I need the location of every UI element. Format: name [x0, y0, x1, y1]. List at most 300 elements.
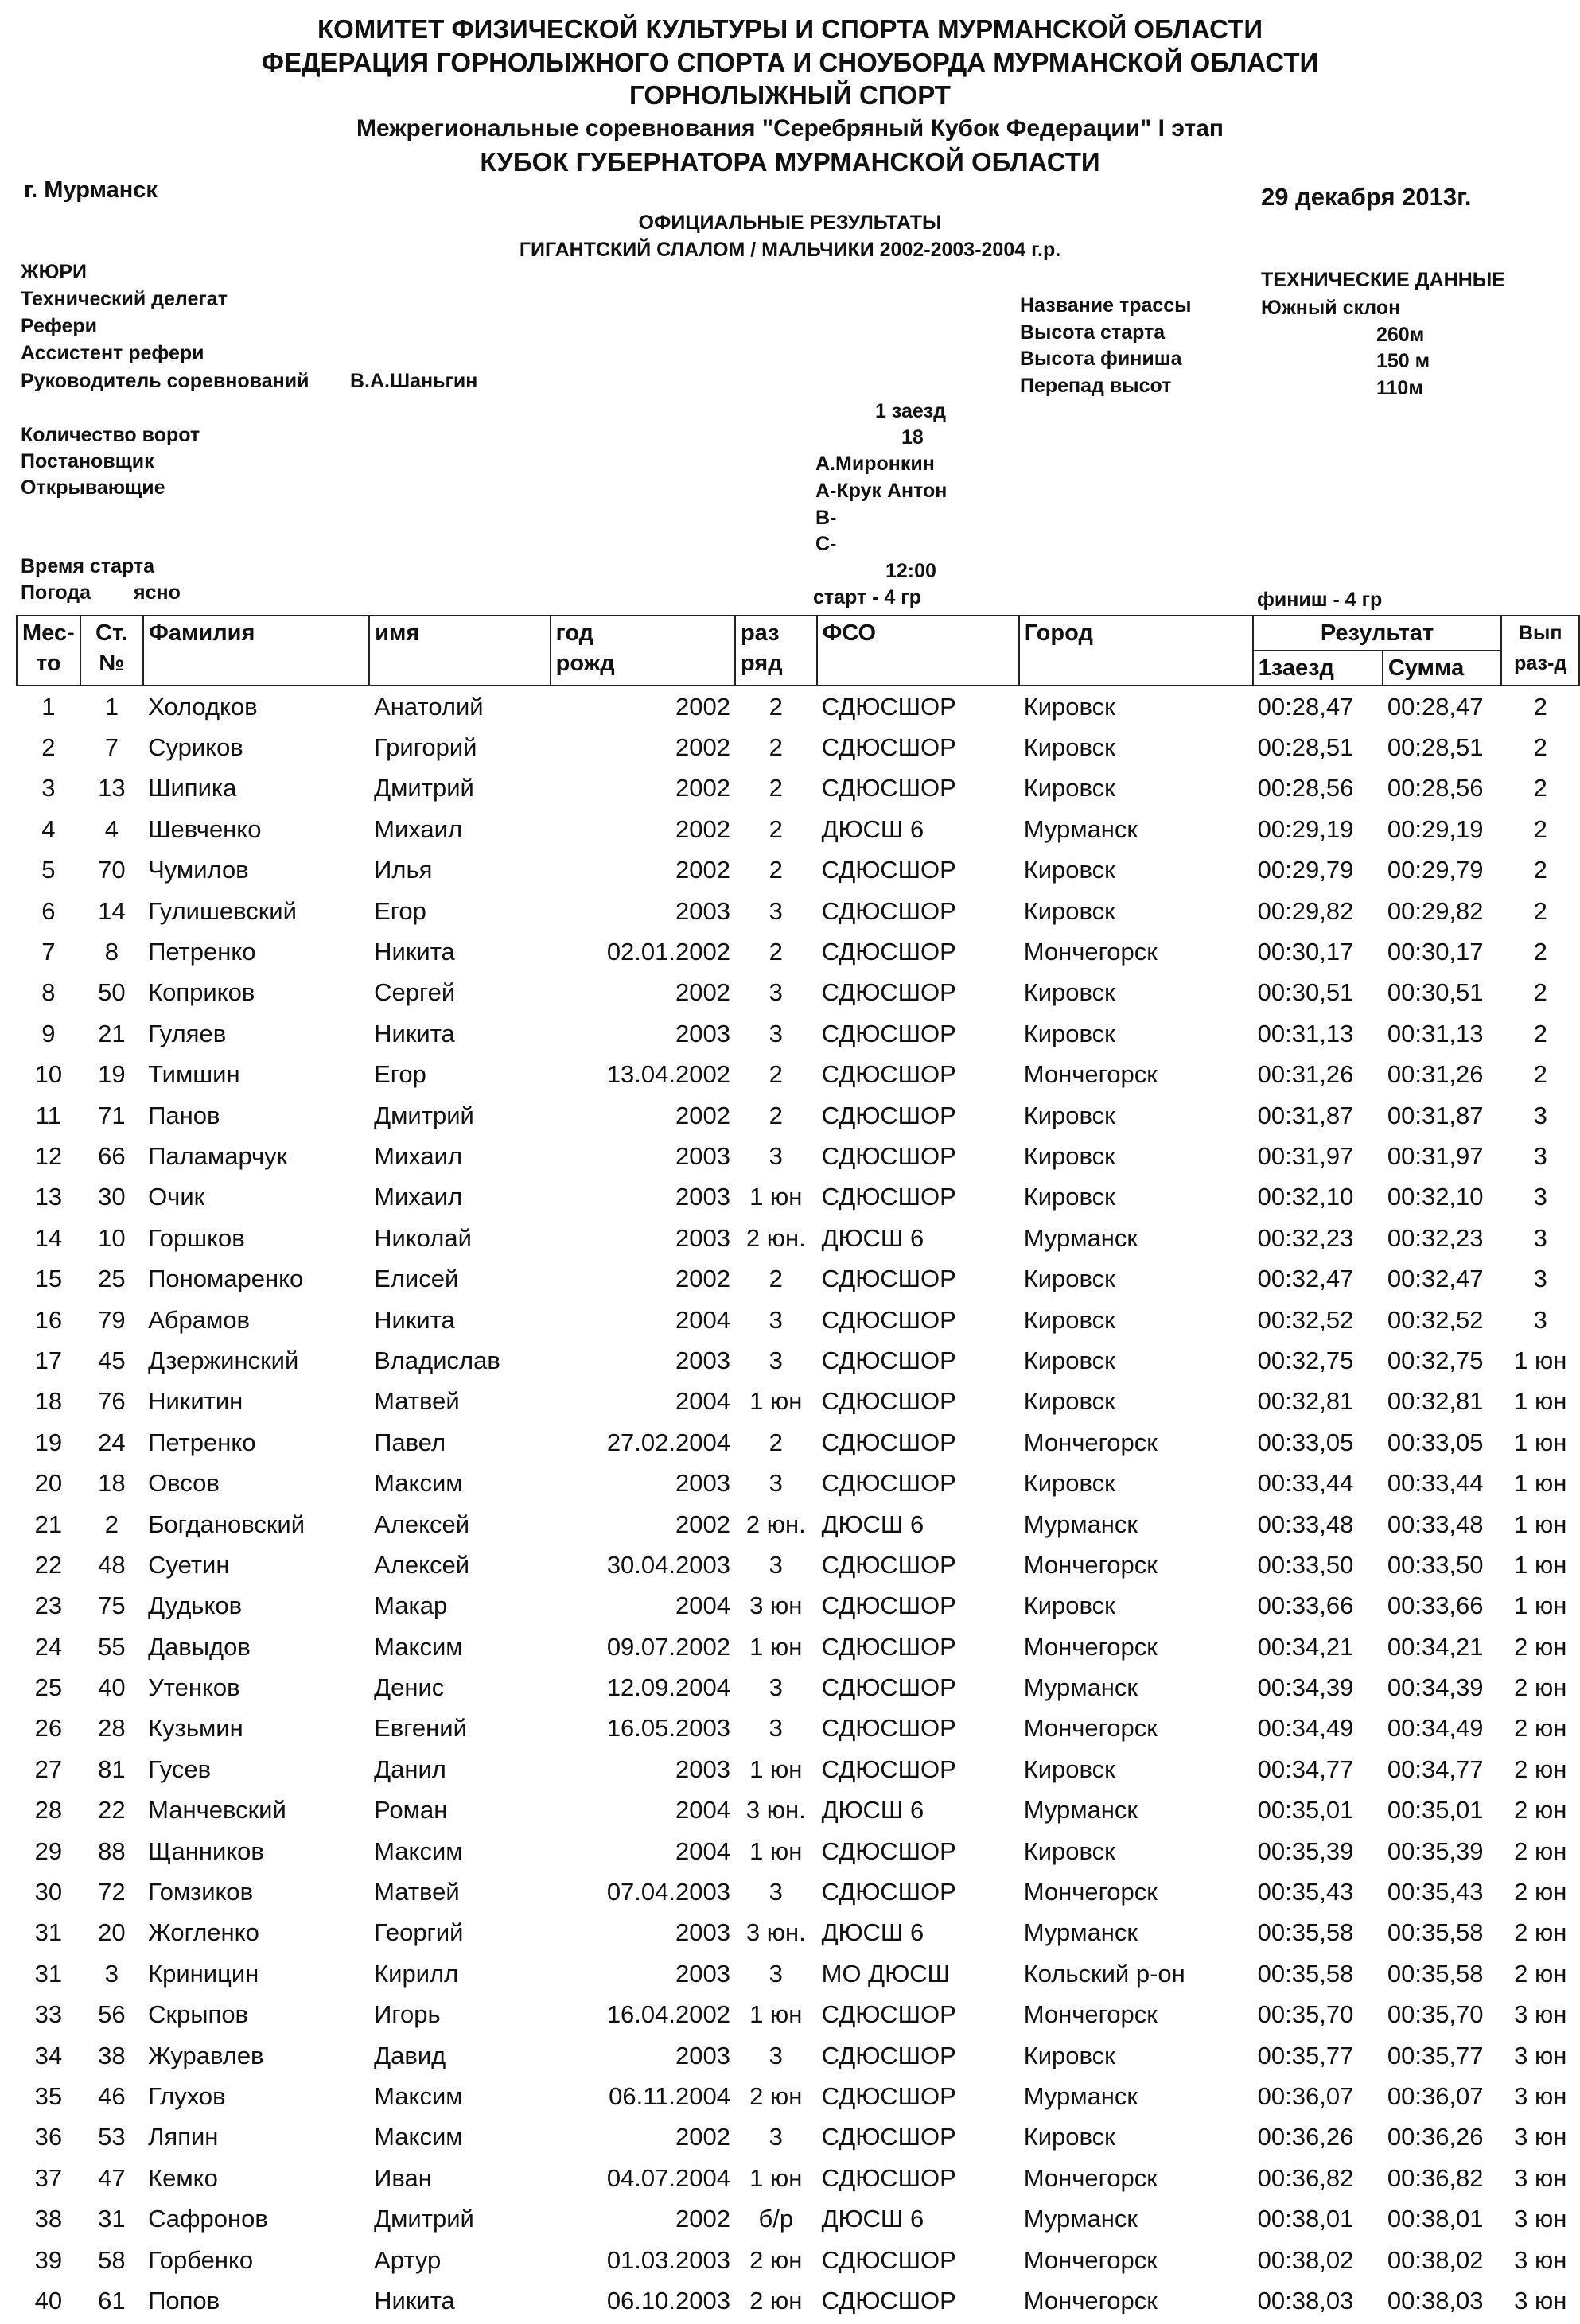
rank-cell: 3: [769, 1346, 783, 1374]
col-bib-header: Ст. №: [80, 616, 143, 686]
name-cell: Илья: [374, 856, 433, 884]
city-cell: Мончегорск: [1023, 2286, 1158, 2314]
city-cell: Кольский р-он: [1023, 1959, 1185, 1988]
run1-time-cell: 00:36,26: [1257, 2123, 1354, 2151]
sum-time-cell: 00:32,81: [1387, 1387, 1484, 1416]
fso-cell: СДЮСШОР: [821, 2123, 956, 2151]
birth-year-cell: 07.04.2003: [606, 1878, 730, 1906]
city-cell: Кировск: [1023, 1141, 1115, 1170]
forerunner-a: А-Крук Антон: [815, 480, 948, 502]
surname-cell: Давыдов: [148, 1632, 251, 1661]
birth-year-cell: 09.07.2002: [606, 1632, 730, 1661]
sum-time-cell: 00:33,44: [1387, 1469, 1484, 1498]
sum-time-cell: 00:34,49: [1387, 1714, 1484, 1743]
surname-cell: Ляпин: [148, 2123, 219, 2151]
birth-year-cell: 04.07.2004: [606, 2163, 730, 2192]
city-cell: Кировск: [1023, 1387, 1115, 1416]
name-cell: Максим: [374, 1469, 463, 1498]
table-row: [17, 768, 1579, 809]
place-cell: 10: [34, 1060, 63, 1089]
table-row: [17, 1095, 1579, 1136]
name-cell: Данил: [374, 1755, 446, 1783]
rank-cell: 3 юн: [749, 1591, 803, 1620]
surname-cell: Панов: [148, 1101, 220, 1129]
tech-start-label: Высота старта: [1020, 321, 1166, 344]
run1-time-cell: 00:32,23: [1257, 1223, 1354, 1252]
sum-time-cell: 00:35,43: [1387, 1878, 1484, 1906]
forerunner-b: В-: [815, 507, 837, 529]
sum-time-cell: 00:36,26: [1387, 2123, 1484, 2151]
rank-cell: 3: [769, 1305, 783, 1334]
city-cell: Кировск: [1023, 2041, 1115, 2069]
bib-cell: 46: [98, 2081, 126, 2110]
finish-temp: финиш - 4 гр: [1257, 589, 1383, 611]
weather-value: ясно: [134, 581, 181, 604]
bib-cell: 38: [98, 2041, 126, 2069]
category-done-cell: 2: [1533, 1060, 1547, 1089]
fso-cell: СДЮСШОР: [821, 1878, 956, 1906]
name-cell: Роман: [374, 1796, 448, 1825]
place-cell: 1: [41, 692, 56, 721]
surname-cell: Шипика: [148, 774, 237, 803]
birth-year-cell: 2004: [675, 1796, 730, 1825]
category-done-cell: 2: [1533, 938, 1547, 966]
city-cell: Кировск: [1023, 1469, 1115, 1498]
category-done-cell: 3: [1533, 1265, 1547, 1293]
place-cell: 34: [34, 2041, 63, 2069]
name-cell: Георгий: [374, 1918, 464, 1947]
rank-cell: 2: [769, 938, 783, 966]
birth-year-cell: 2003: [675, 1918, 730, 1947]
fso-cell: ДЮСШ 6: [821, 814, 924, 843]
sum-time-cell: 00:33,48: [1387, 1510, 1484, 1538]
place-cell: 8: [41, 978, 56, 1007]
rank-cell: 3: [769, 1141, 783, 1170]
rank-cell: 2: [769, 1060, 783, 1089]
name-cell: Игорь: [374, 2000, 441, 2029]
rank-cell: 1 юн: [749, 1836, 803, 1865]
bib-cell: 45: [98, 1346, 126, 1374]
surname-cell: Криницин: [148, 1959, 259, 1988]
bib-cell: 14: [98, 896, 126, 925]
category-done-cell: 2: [1533, 896, 1547, 925]
category-done-cell: 2 юн: [1514, 1796, 1567, 1825]
sum-time-cell: 00:31,13: [1387, 1019, 1484, 1047]
sum-time-cell: 00:35,39: [1387, 1836, 1484, 1865]
rank-cell: 3: [769, 2123, 783, 2151]
place-cell: 31: [34, 1959, 63, 1988]
birth-year-cell: 06.11.2004: [609, 2081, 730, 2110]
jury-referee-label: Рефери: [21, 315, 98, 337]
run1-time-cell: 00:33,48: [1257, 1510, 1354, 1538]
birth-year-cell: 01.03.2003: [606, 2245, 730, 2274]
bib-cell: 24: [98, 1428, 126, 1456]
birth-year-cell: 2002: [675, 2205, 730, 2233]
bib-cell: 18: [98, 1469, 126, 1498]
surname-cell: Никитин: [148, 1387, 243, 1416]
bib-cell: 88: [98, 1836, 126, 1865]
tech-drop-value: 110м: [1376, 377, 1423, 399]
city-cell: Мурманск: [1023, 2205, 1138, 2233]
weather-label: Погода: [21, 581, 91, 604]
place-cell: 38: [34, 2205, 63, 2233]
forerunners-label: Открывающие: [21, 476, 165, 499]
rank-cell: 3: [769, 1878, 783, 1906]
name-cell: Никита: [374, 1019, 455, 1047]
tech-drop-label: Перепад высот: [1020, 375, 1172, 397]
birth-year-cell: 2004: [675, 1836, 730, 1865]
table-row: [17, 1708, 1579, 1749]
category-done-cell: 1 юн: [1514, 1510, 1567, 1538]
run1-time-cell: 00:31,87: [1257, 1101, 1354, 1129]
table-row: [17, 1177, 1579, 1218]
rank-cell: 2 юн.: [745, 1223, 806, 1252]
place-cell: 37: [34, 2163, 63, 2192]
table-row: [17, 1749, 1579, 1790]
birth-year-cell: 2002: [675, 1101, 730, 1129]
rank-cell: 1 юн: [749, 1632, 803, 1661]
name-cell: Матвей: [374, 1878, 460, 1906]
bib-cell: 50: [98, 978, 126, 1007]
city-cell: Мончегорск: [1023, 2163, 1158, 2192]
table-row: [17, 1626, 1579, 1667]
run1-time-cell: 00:32,52: [1257, 1305, 1354, 1334]
surname-cell: Петренко: [148, 938, 256, 966]
name-cell: Максим: [374, 2081, 463, 2110]
fso-cell: СДЮСШОР: [821, 2081, 956, 2110]
birth-year-cell: 2003: [675, 1469, 730, 1498]
table-row: [17, 1995, 1579, 2035]
city-cell: Кировск: [1023, 733, 1115, 762]
name-cell: Никита: [374, 938, 455, 966]
run1-time-cell: 00:35,77: [1257, 2041, 1354, 2069]
name-cell: Егор: [374, 1060, 426, 1089]
table-row: [17, 1504, 1579, 1545]
surname-cell: Горшков: [148, 1223, 245, 1252]
rank-cell: 3: [769, 1469, 783, 1498]
bib-cell: 1: [104, 692, 119, 721]
rank-cell: б/р: [758, 2205, 794, 2233]
sum-time-cell: 00:30,51: [1387, 978, 1484, 1007]
fso-cell: СДЮСШОР: [821, 896, 956, 925]
run1-time-cell: 00:28,47: [1257, 692, 1354, 721]
place-cell: 36: [34, 2123, 63, 2151]
name-cell: Павел: [374, 1428, 446, 1456]
run1-time-cell: 00:34,77: [1257, 1755, 1354, 1783]
jury-title: ЖЮРИ: [21, 261, 88, 283]
col-rank-header: раз ряд: [735, 616, 817, 686]
category-done-cell: 2: [1533, 978, 1547, 1007]
sum-time-cell: 00:28,51: [1387, 733, 1484, 762]
table-row: [17, 1055, 1579, 1095]
sum-time-cell: 00:34,39: [1387, 1673, 1484, 1702]
place-cell: 13: [34, 1183, 63, 1211]
name-cell: Анатолий: [374, 692, 484, 721]
place-cell: 28: [34, 1796, 63, 1825]
table-row: [17, 1790, 1579, 1831]
run1-time-cell: 00:33,05: [1257, 1428, 1354, 1456]
category-done-cell: 3: [1533, 1183, 1547, 1211]
birth-year-cell: 2002: [675, 2123, 730, 2151]
city-cell: Кировск: [1023, 1101, 1115, 1129]
category-done-cell: 3: [1533, 1141, 1547, 1170]
city-cell: Кировск: [1023, 1591, 1115, 1620]
surname-cell: Скрыпов: [148, 2000, 249, 2029]
place-cell: 26: [34, 1714, 63, 1743]
surname-cell: Петренко: [148, 1428, 256, 1456]
name-cell: Давид: [374, 2041, 446, 2069]
city-cell: Кировск: [1023, 1755, 1115, 1783]
birth-year-cell: 2003: [675, 1223, 730, 1252]
sum-time-cell: 00:29,79: [1387, 856, 1484, 884]
table-row: [17, 1382, 1579, 1422]
fso-cell: СДЮСШОР: [821, 2245, 956, 2274]
rank-cell: 2: [769, 856, 783, 884]
bib-cell: 58: [98, 2245, 126, 2274]
fso-cell: СДЮСШОР: [821, 692, 956, 721]
place-cell: 39: [34, 2245, 63, 2274]
category-done-cell: 1 юн: [1514, 1591, 1567, 1620]
city-cell: Кировск: [1023, 896, 1115, 925]
header-line-1: КОМИТЕТ ФИЗИЧЕСКОЙ КУЛЬТУРЫ И СПОРТА МУРМАНСКОЙ ОБЛАСТИ: [317, 14, 1263, 44]
sum-time-cell: 00:34,21: [1387, 1632, 1484, 1661]
place-cell: 33: [34, 2000, 63, 2029]
fso-cell: ДЮСШ 6: [821, 1796, 924, 1825]
surname-cell: Манчевский: [148, 1796, 286, 1825]
rank-cell: 3: [769, 2041, 783, 2069]
place-cell: 21: [34, 1510, 63, 1538]
surname-cell: Паламарчук: [148, 1141, 288, 1170]
tech-start-value: 260м: [1376, 324, 1425, 346]
table-row: [17, 2158, 1579, 2198]
place-cell: 30: [34, 1878, 63, 1906]
fso-cell: СДЮСШОР: [821, 1591, 956, 1620]
setter-label: Постановщик: [21, 450, 154, 472]
bib-cell: 81: [98, 1755, 126, 1783]
birth-year-cell: 16.05.2003: [606, 1714, 730, 1743]
bib-cell: 10: [98, 1223, 126, 1252]
category-done-cell: 3 юн: [1514, 2286, 1567, 2314]
category-done-cell: 2: [1533, 692, 1547, 721]
run1-time-cell: 00:28,51: [1257, 733, 1354, 762]
fso-cell: СДЮСШОР: [821, 978, 956, 1007]
category-done-cell: 1 юн: [1514, 1428, 1567, 1456]
place-cell: 31: [34, 1918, 63, 1947]
place-cell: 15: [34, 1265, 63, 1293]
place-cell: 40: [34, 2286, 63, 2314]
surname-cell: Гусев: [148, 1755, 212, 1783]
header-line-3: ГОРНОЛЫЖНЫЙ СПОРТ: [629, 80, 951, 110]
category-done-cell: 3 юн: [1514, 2205, 1567, 2233]
sum-time-cell: 00:32,10: [1387, 1183, 1484, 1211]
fso-cell: СДЮСШОР: [821, 2286, 956, 2314]
run1-time-cell: 00:34,21: [1257, 1632, 1354, 1661]
city-cell: Мончегорск: [1023, 2000, 1158, 2029]
table-row: [17, 1667, 1579, 1708]
surname-cell: Коприков: [148, 978, 255, 1007]
birth-year-cell: 2002: [675, 692, 730, 721]
place-cell: 35: [34, 2081, 63, 2110]
surname-cell: Кузьмин: [148, 1714, 243, 1743]
col-city-header: Город: [1019, 616, 1253, 686]
category-done-cell: 2 юн: [1514, 1714, 1567, 1743]
sum-time-cell: 00:38,02: [1387, 2245, 1484, 2274]
bib-cell: 61: [98, 2286, 126, 2314]
birth-year-cell: 2004: [675, 1591, 730, 1620]
run1-time-cell: 00:35,58: [1257, 1959, 1354, 1988]
gates-value: 18: [901, 426, 924, 449]
run1-time-cell: 00:35,58: [1257, 1918, 1354, 1947]
place-cell: 9: [41, 1019, 56, 1047]
table-row: [17, 931, 1579, 972]
rank-cell: 2: [769, 1101, 783, 1129]
birth-year-cell: 2002: [675, 733, 730, 762]
name-cell: Николай: [374, 1223, 472, 1252]
table-row: [17, 1340, 1579, 1381]
bib-cell: 28: [98, 1714, 126, 1743]
surname-cell: Сафронов: [148, 2205, 268, 2233]
rank-cell: 3: [769, 1673, 783, 1702]
sum-time-cell: 00:31,26: [1387, 1060, 1484, 1089]
bib-cell: 66: [98, 1141, 126, 1170]
table-row: [17, 727, 1579, 768]
run1-time-cell: 00:29,82: [1257, 896, 1354, 925]
birth-year-cell: 2003: [675, 896, 730, 925]
col-name-header: имя: [369, 616, 551, 686]
rank-cell: 2: [769, 692, 783, 721]
run1-time-cell: 00:35,70: [1257, 2000, 1354, 2029]
jury-director-name: В.А.Шаньгин: [350, 370, 478, 392]
run1-time-cell: 00:35,01: [1257, 1796, 1354, 1825]
name-cell: Егор: [374, 896, 426, 925]
category-done-cell: 3 юн: [1514, 2245, 1567, 2274]
run1-time-cell: 00:33,44: [1257, 1469, 1354, 1498]
sum-time-cell: 00:32,23: [1387, 1223, 1484, 1252]
surname-cell: Горбенко: [148, 2245, 254, 2274]
run1-time-cell: 00:30,17: [1257, 938, 1354, 966]
bib-cell: 53: [98, 2123, 126, 2151]
category-done-cell: 1 юн: [1514, 1346, 1567, 1374]
place-cell: 27: [34, 1755, 63, 1783]
rank-cell: 3: [769, 1019, 783, 1047]
name-cell: Максим: [374, 1632, 463, 1661]
surname-cell: Щанников: [148, 1836, 264, 1865]
rank-cell: 2: [769, 814, 783, 843]
header-line-5: КУБОК ГУБЕРНАТОРА МУРМАНСКОЙ ОБЛАСТИ: [480, 147, 1100, 177]
city-cell: Мончегорск: [1023, 938, 1158, 966]
place-cell: 7: [41, 938, 56, 966]
category-done-cell: 3 юн: [1514, 2081, 1567, 2110]
fso-cell: СДЮСШОР: [821, 1387, 956, 1416]
category-done-cell: 2 юн: [1514, 1673, 1567, 1702]
fso-cell: СДЮСШОР: [821, 1632, 956, 1661]
sum-time-cell: 00:31,97: [1387, 1141, 1484, 1170]
sum-time-cell: 00:31,87: [1387, 1101, 1484, 1129]
table-row: [17, 686, 1579, 727]
results-table-body: [17, 686, 1579, 2322]
surname-cell: Абрамов: [148, 1305, 250, 1334]
city-cell: Мончегорск: [1023, 1550, 1158, 1579]
birth-year-cell: 12.09.2004: [606, 1673, 730, 1702]
bib-cell: 79: [98, 1305, 126, 1334]
date-label: 29 декабря 2013г.: [1261, 183, 1472, 211]
place-cell: 17: [34, 1346, 63, 1374]
name-cell: Григорий: [374, 733, 477, 762]
sum-time-cell: 00:29,19: [1387, 814, 1484, 843]
surname-cell: Гулишевский: [148, 896, 297, 925]
rank-cell: 3: [769, 896, 783, 925]
category-done-cell: 1 юн: [1514, 1550, 1567, 1579]
place-cell: 14: [34, 1223, 63, 1252]
sum-time-cell: 00:35,58: [1387, 1959, 1484, 1988]
city-cell: Кировск: [1023, 1265, 1115, 1293]
city-cell: Кировск: [1023, 1019, 1115, 1047]
birth-year-cell: 2002: [675, 1265, 730, 1293]
sum-time-cell: 00:38,01: [1387, 2205, 1484, 2233]
rank-cell: 1 юн: [749, 1183, 803, 1211]
name-cell: Михаил: [374, 1141, 463, 1170]
bib-cell: 19: [98, 1060, 126, 1089]
rank-cell: 2: [769, 1428, 783, 1456]
surname-cell: Кемко: [148, 2163, 218, 2192]
run1-time-cell: 00:31,26: [1257, 1060, 1354, 1089]
birth-year-cell: 2002: [675, 1510, 730, 1538]
table-row: [17, 1300, 1579, 1340]
col-done-header: Вып раз-д: [1501, 616, 1579, 686]
fso-cell: МО ДЮСШ: [821, 1959, 950, 1988]
run1-time-cell: 00:29,19: [1257, 814, 1354, 843]
fso-cell: СДЮСШОР: [821, 1183, 956, 1211]
header-line-4: Межрегиональные соревнования "Серебряный Кубок Федерации" I этап: [356, 115, 1224, 142]
fso-cell: СДЮСШОР: [821, 2163, 956, 2192]
bib-cell: 55: [98, 1632, 126, 1661]
bib-cell: 70: [98, 856, 126, 884]
bib-cell: 47: [98, 2163, 126, 2192]
rank-cell: 1 юн: [749, 2000, 803, 2029]
surname-cell: Журавлев: [148, 2041, 264, 2069]
fso-cell: ДЮСШ 6: [821, 1223, 924, 1252]
bib-cell: 48: [98, 1550, 126, 1579]
table-row: [17, 2117, 1579, 2158]
birth-year-cell: 2003: [675, 1346, 730, 1374]
name-cell: Артур: [374, 2245, 442, 2274]
city-cell: Мурманск: [1023, 1918, 1138, 1947]
city-cell: Мончегорск: [1023, 1060, 1158, 1089]
birth-year-cell: 2002: [675, 774, 730, 803]
table-row: [17, 850, 1579, 891]
surname-cell: Шевченко: [148, 814, 262, 843]
category-done-cell: 1 юн: [1514, 1469, 1567, 1498]
table-row: [17, 1463, 1579, 1503]
city-cell: Мурманск: [1023, 1796, 1138, 1825]
tech-title: ТЕХНИЧЕСКИЕ ДАННЫЕ: [1261, 269, 1505, 291]
fso-cell: СДЮСШОР: [821, 1265, 956, 1293]
name-cell: Дмитрий: [374, 2205, 474, 2233]
surname-cell: Холодков: [148, 692, 258, 721]
bib-cell: 22: [98, 1796, 126, 1825]
surname-cell: Овсов: [148, 1469, 220, 1498]
surname-cell: Суриков: [148, 733, 243, 762]
name-cell: Матвей: [374, 1387, 460, 1416]
rank-cell: 1 юн: [749, 2163, 803, 2192]
city-cell: Мончегорск: [1023, 1632, 1158, 1661]
rank-cell: 3: [769, 1550, 783, 1579]
category-done-cell: 2 юн: [1514, 1959, 1567, 1988]
fso-cell: СДЮСШОР: [821, 1673, 956, 1702]
birth-year-cell: 2004: [675, 1305, 730, 1334]
start-temp: старт - 4 гр: [813, 586, 921, 608]
fso-cell: СДЮСШОР: [821, 938, 956, 966]
